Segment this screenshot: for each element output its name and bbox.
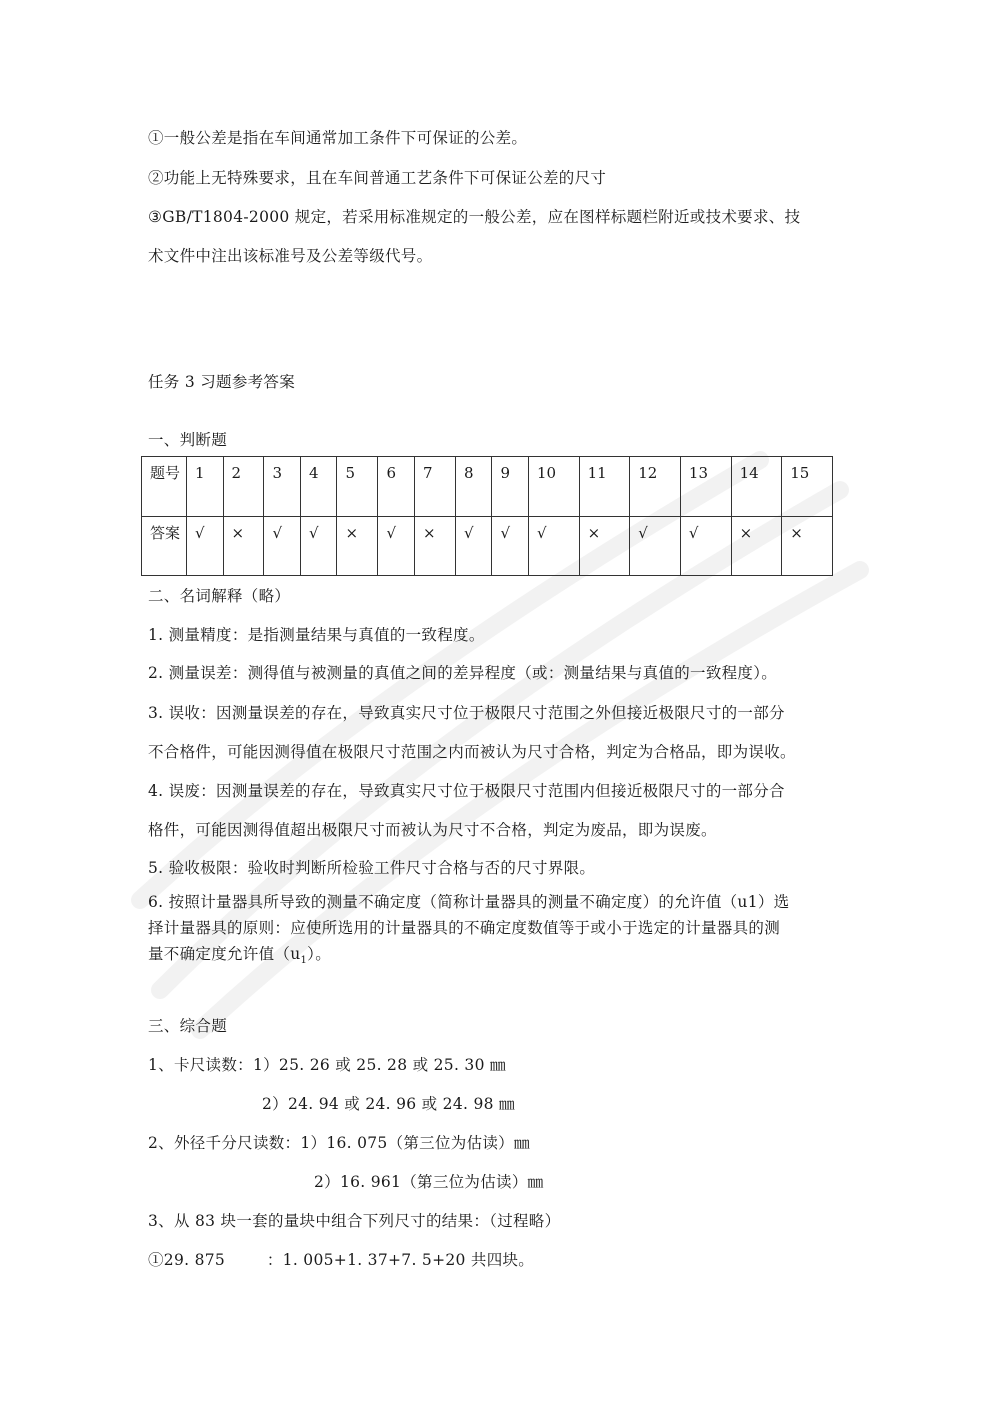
table-cell-answer: × [414,516,455,576]
table-cell-answer: × [223,516,264,576]
table-row-answers [142,516,833,576]
table-cell-answer: × [782,516,833,576]
table-cell-answer: × [731,516,782,576]
intro-item-3-line-2: 术文件中注出该标准号及公差等级代号。 [148,247,433,265]
table-cell-number: 12 [630,457,681,517]
question-2-line-1: 2、外径千分尺读数：1）16. 075（第三位为估读）㎜ [148,1134,530,1152]
definition-4-line-1: 4. 误废：因测量误差的存在，导致真实尺寸位于极限尺寸范围内但接近极限尺寸的一部分合 [148,782,785,800]
question-3-line-1: 3、从 83 块一套的量块中组合下列尺寸的结果：（过程略） [148,1212,561,1230]
table-cell-number: 15 [782,457,833,517]
question-1-line-1: 1、卡尺读数：1）25. 26 或 25. 28 或 25. 30 ㎜ [148,1056,506,1074]
intro-item-2: ②功能上无特殊要求，且在车间普通工艺条件下可保证公差的尺寸 [148,169,607,187]
table-cell-number: 13 [680,457,731,517]
table-cell-answer: √ [300,516,337,576]
table-cell-number: 11 [579,457,630,517]
table-row-numbers [142,457,833,517]
section-2-heading: 二、名词解释（略） [148,587,291,605]
table-cell-number: 1 [187,457,224,517]
table-cell-answer: √ [264,516,301,576]
table-cell-number: 2 [223,457,264,517]
table-cell-answer: × [337,516,378,576]
definition-1: 1. 测量精度：是指测量结果与真值的一致程度。 [148,626,485,644]
table-cell-number: 10 [528,457,579,517]
table-cell-number: 4 [300,457,337,517]
question-3-line-2: ①29. 875 ：1. 005+1. 37+7. 5+20 共四块。 [148,1251,535,1269]
intro-item-3-line-1: ③GB/T1804-2000 规定，若采用标准规定的一般公差，应在图样标题栏附近或技术要求、技 [148,208,801,226]
task-title: 任务 3 习题参考答案 [148,373,296,391]
table-cell-number: 8 [455,457,492,517]
table-cell-number: 14 [731,457,782,517]
definition-2: 2. 测量误差：测得值与被测量的真值之间的差异程度（或：测量结果与真值的一致程度）。 [148,664,778,682]
definition-3-line-2: 不合格件，可能因测得值在极限尺寸范围之内而被认为尺寸合格，判定为合格品，即为误收。 [148,743,796,761]
table-cell-answer: √ [528,516,579,576]
table-header-number: 题号 [142,457,187,517]
table-cell-number: 5 [337,457,378,517]
section-3-heading: 三、综合题 [148,1017,228,1035]
definition-6-line-3-end: ）。 [307,945,332,963]
table-cell-answer: √ [680,516,731,576]
table-cell-number: 3 [264,457,301,517]
judgement-answer-table [141,456,833,576]
definition-6-subscript: 1 [300,955,308,967]
table-cell-number: 7 [414,457,455,517]
definition-4-line-2: 格件，可能因测得值超出极限尺寸而被认为尺寸不合格，判定为废品，即为误废。 [148,821,717,839]
question-1-line-2: 2）24. 94 或 24. 96 或 24. 98 ㎜ [262,1095,515,1113]
definition-6-line-2: 择计量器具的原则：应使所选用的计量器具的不确定度数值等于或小于选定的计量器具的测 [148,919,781,937]
definition-5: 5. 验收极限：验收时判断所检验工件尺寸合格与否的尺寸界限。 [148,859,596,877]
table-cell-answer: √ [630,516,681,576]
table-cell-answer: √ [378,516,415,576]
table-cell-answer: √ [492,516,529,576]
table-cell-number: 6 [378,457,415,517]
table-header-answer: 答案 [142,516,187,576]
table-cell-answer: √ [187,516,224,576]
definition-6-line-3 [148,944,848,971]
intro-item-1: ①一般公差是指在车间通常加工条件下可保证的公差。 [148,129,528,147]
table-cell-answer: × [579,516,630,576]
table-cell-number: 9 [492,457,529,517]
definition-3-line-1: 3. 误收：因测量误差的存在，导致真实尺寸位于极限尺寸范围之外但接近极限尺寸的一部分 [148,704,785,722]
section-1-heading: 一、判断题 [148,431,228,449]
question-2-line-2: 2）16. 961（第三位为估读）㎜ [314,1173,544,1191]
definition-6-line-1: 6. 按照计量器具所导致的测量不确定度（简称计量器具的测量不确定度）的允许值（u1）选 [148,893,790,911]
definition-6-line-3-text: 量不确定度允许值（u [148,945,301,963]
table-cell-answer: √ [455,516,492,576]
